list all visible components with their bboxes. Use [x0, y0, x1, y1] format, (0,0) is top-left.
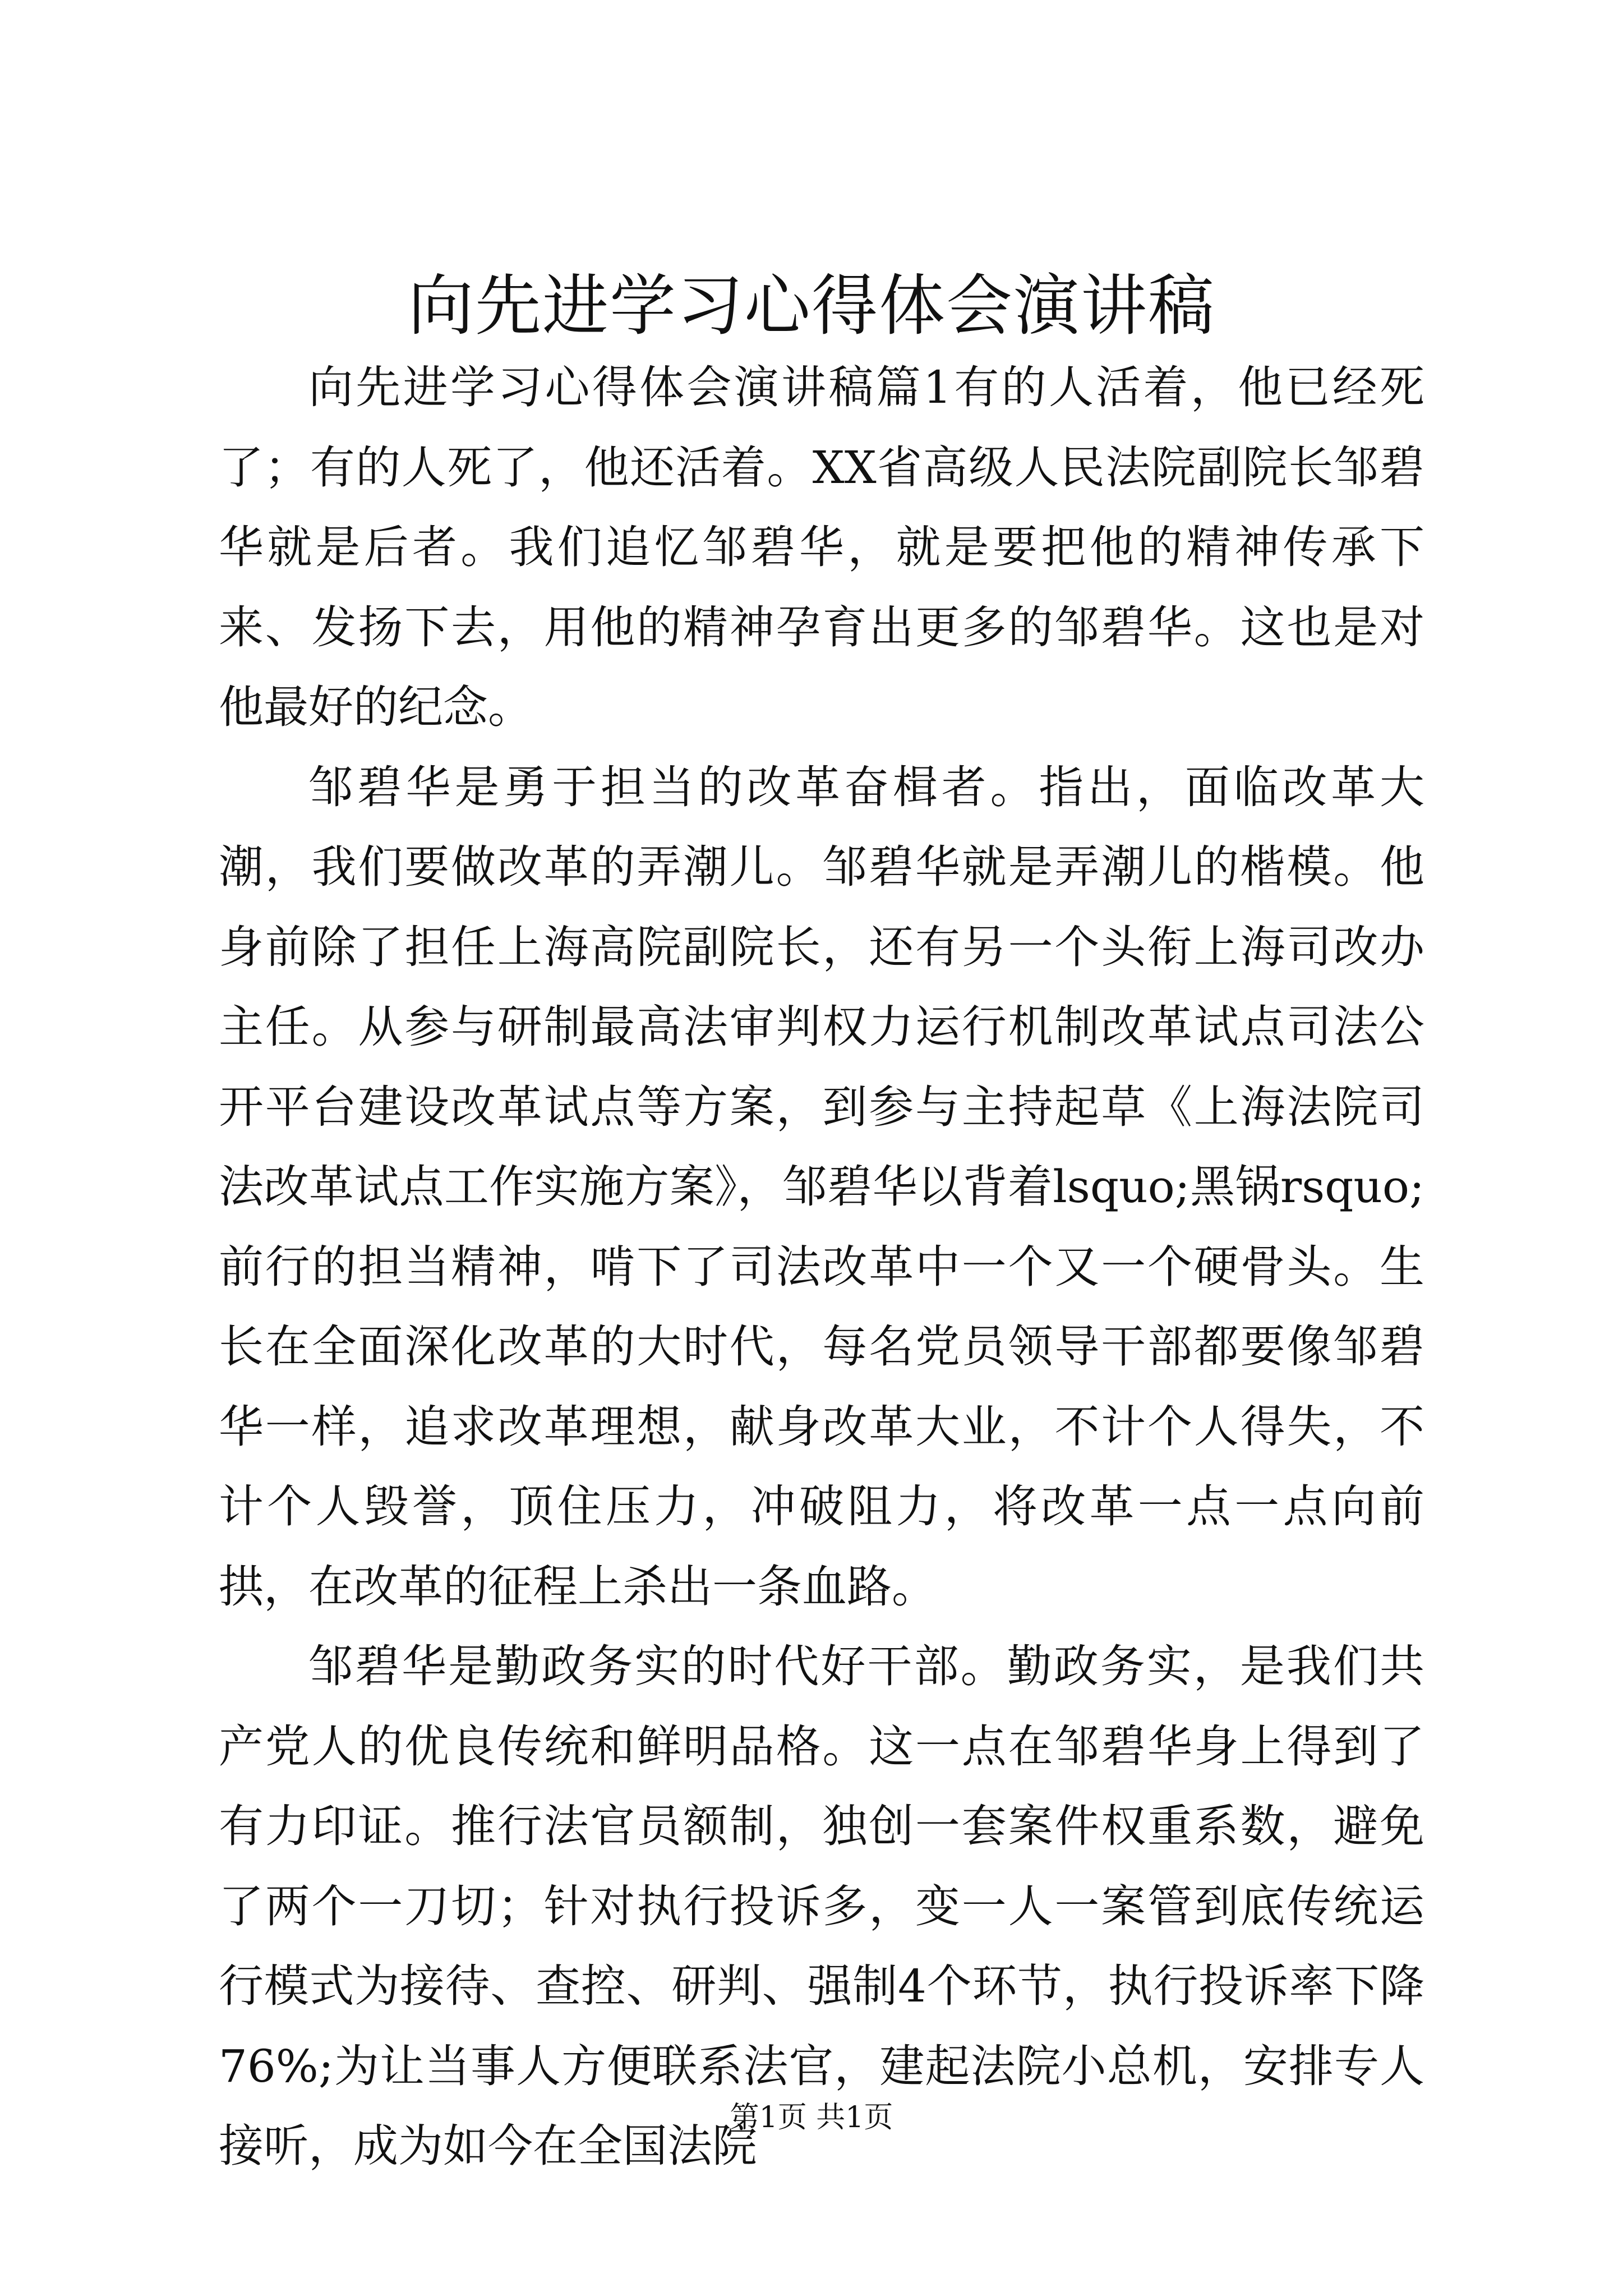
paragraph-3: 邹碧华是勤政务实的时代好干部。勤政务实，是我们共产党人的优良传统和鲜明品格。这一点在邹碧华身上得到了有力印证。推行法官员额制，独创一套案件权重系数，避免了两个一刀切；针对执行投诉多，变一人一案管到底传统运行模式为接待、查控、研判、强制4个环节，执行投诉率下降76%;为让当事人方便联系法官，建起法院小总机，安排专人接听，成为如今在全国法院 [219, 1640, 1424, 2172]
paragraph-2: 邹碧华是勇于担当的改革奋楫者。指出，面临改革大潮，我们要做改革的弄潮儿。邹碧华就是弄潮儿的楷模。他身前除了担任上海高院副院长，还有另一个头衔上海司改办主任。从参与研制最高法审判权力运行机制改革试点司法公开平台建设改革试点等方案，到参与主持起草《上海法院司法改革试点工作实施方案》，邹碧华以背着lsquo;黑锅rsquo;前行的担当精神，啃下了司法改革中一个又一个硬骨头。生长在全面深化改革的大时代，每名党员领导干部都要像邹碧华一样，追求改革理想，献身改革大业，不计个人得失，不计个人毁誉，顶住压力，冲破阻力，将改革一点一点向前拱，在改革的征程上杀出一条血路。 [219, 761, 1424, 1613]
page-footer: 第1页 共1页 [730, 2101, 893, 2134]
paragraph-1: 向先进学习心得体会演讲稿篇1有的人活着，他已经死了；有的人死了，他还活着。XX省高级人民法院副院长邹碧华就是后者。我们追忆邹碧华，就是要把他的精神传承下来、发扬下去，用他的精神孕育出更多的邹碧华。这也是对他最好的纪念。 [219, 361, 1424, 733]
document-title: 向先进学习心得体会演讲稿 [407, 267, 1215, 344]
document-body [219, 348, 1424, 2187]
